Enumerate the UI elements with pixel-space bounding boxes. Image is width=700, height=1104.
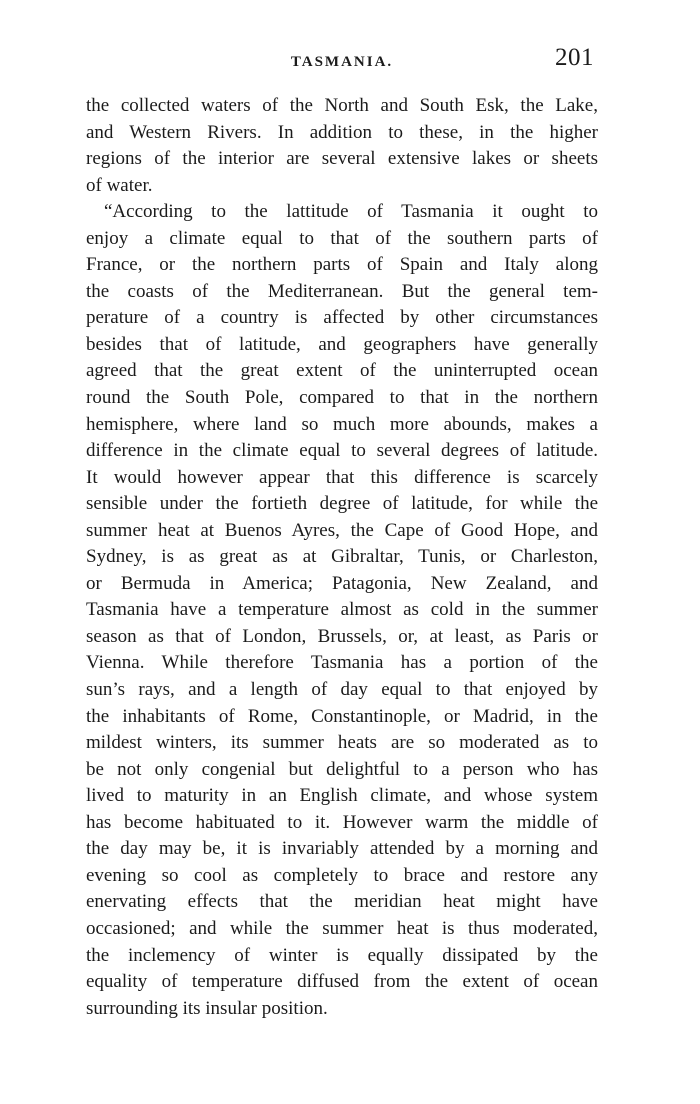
running-title: TASMANIA.	[290, 54, 394, 70]
text-line: or Bermuda in America; Patagonia, New Zealand, and	[86, 572, 598, 594]
text-line: round the South Pole, compared to that in the northern	[86, 387, 598, 409]
text-line: hemisphere, where land so much more abounds, makes a	[86, 413, 598, 435]
text-line: France, or the northern parts of Spain and Italy along	[86, 254, 598, 276]
text-line: enervating effects that the meridian heat might have	[86, 891, 598, 913]
text-line: the collected waters of the North and South Esk, the Lake,	[86, 95, 598, 116]
text-line: equality of temperature diffused from the extent of ocean	[86, 971, 598, 993]
text-line: perature of a country is affected by other circumstances	[86, 307, 598, 329]
page-number: 201	[555, 44, 594, 71]
text-line: and Western Rivers. In addition to these, in the higher	[86, 121, 598, 143]
text-line: summer heat at Buenos Ayres, the Cape of Good Hope, and	[86, 519, 598, 541]
page-header	[86, 44, 598, 84]
text-line: evening so cool as completely to brace and restore any	[86, 864, 598, 886]
text-line: sensible under the fortieth degree of latitude, for while the	[86, 493, 598, 515]
text-line: difference in the climate equal to several degrees of latitude.	[86, 440, 598, 462]
text-line: Tasmania have a temperature almost as cold in the summer	[86, 599, 598, 621]
text-line: occasioned; and while the summer heat is thus moderated,	[86, 917, 598, 939]
text-line: be not only congenial but delightful to a person who has	[86, 758, 598, 780]
paragraph	[86, 93, 598, 199]
text-line: season as that of London, Brussels, or, at least, as Paris or	[86, 625, 598, 647]
text-line: Sydney, is as great as at Gibraltar, Tunis, or Charleston,	[86, 546, 598, 568]
text-line: mildest winters, its summer heats are so moderated as to	[86, 732, 598, 754]
text-line: the day may be, it is invariably attended by a morning and	[86, 838, 598, 860]
text-line: besides that of latitude, and geographers have generally	[86, 333, 598, 355]
text-line: sun’s rays, and a length of day equal to that enjoyed by	[86, 679, 598, 701]
text-line: It would however appear that this difference is scarcely	[86, 466, 598, 488]
text-line: the inhabitants of Rome, Constantinople, or Madrid, in the	[86, 705, 598, 727]
text-line: agreed that the great extent of the uninterrupted ocean	[86, 360, 598, 382]
text-line: lived to maturity in an English climate, and whose system	[86, 785, 598, 807]
body-text	[86, 93, 598, 1022]
text-line: regions of the interior are several extensive lakes or sheets	[86, 148, 598, 170]
text-line: of water.	[86, 174, 153, 196]
text-line: Vienna. While therefore Tasmania has a portion of the	[86, 652, 598, 674]
paragraph	[86, 199, 598, 1022]
text-line: surrounding its insular position.	[86, 997, 328, 1019]
text-line: “According to the lattitude of Tasmania it ought to	[104, 201, 598, 223]
text-line: enjoy a climate equal to that of the southern parts of	[86, 227, 598, 249]
text-line: the inclemency of winter is equally dissipated by the	[86, 944, 598, 966]
text-line: has become habituated to it. However warm the middle of	[86, 811, 598, 833]
text-line: the coasts of the Mediterranean. But the general tem-	[86, 280, 598, 302]
